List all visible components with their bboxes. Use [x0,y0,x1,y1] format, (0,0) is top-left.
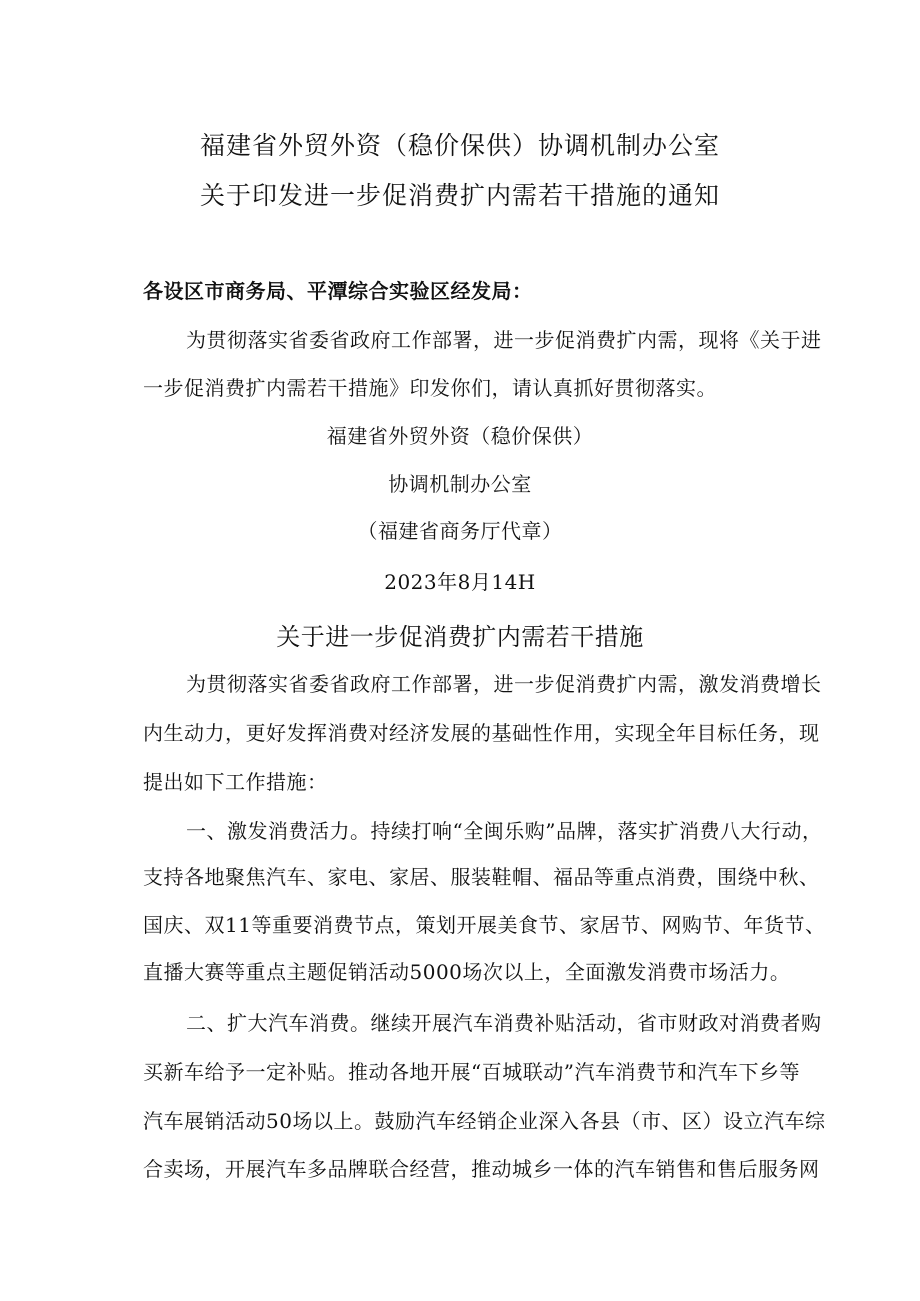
preamble-line-3: 提出如下工作措施： [143,770,328,794]
measure-2-line-3: 汽车展销活动50场以上。鼓励汽车经销企业深入各县（市、区）设立汽车综 [143,1109,826,1133]
preamble-line-2: 内生动力，更好发挥消费对经济发展的基础性作用，实现全年目标任务，现 [143,721,820,745]
signature-line-2: 协调机制办公室 [388,472,532,496]
title-line-2: 关于印发进一步促消费扩内需若干措施的通知 [199,181,720,210]
title-line-1: 福建省外贸外资（稳价保供）协调机制办公室 [199,131,720,160]
measure-1-line-3: 国庆、双11等重要消费节点，策划开展美食节、家居节、网购节、年货节、 [143,913,826,937]
signature-date: 2023年8月14H [384,570,536,594]
intro-line-1: 为贯彻落实省委省政府工作部署，进一步促消费扩内需，现将《关于进 [186,328,822,352]
measure-2-line-4: 合卖场，开展汽车多品牌联合经营，推动城乡一体的汽车销售和售后服务网 [143,1157,820,1181]
preamble-line-1: 为贯彻落实省委省政府工作部署，进一步促消费扩内需，激发消费增长 [186,672,822,696]
measure-1-line-2: 支持各地聚焦汽车、家电、家居、服装鞋帽、福品等重点消费，围绕中秋、 [143,865,820,889]
measure-2-line-1: 二、扩大汽车消费。继续开展汽车消费补贴活动，省市财政对消费者购 [186,1011,822,1035]
measure-1-line-1: 一、激发消费活力。持续打响“全闽乐购”品牌，落实扩消费八大行动， [186,819,823,843]
measure-2-line-2: 买新车给予一定补贴。推动各地开展“百城联动”汽车消费节和汽车下乡等 [143,1060,800,1084]
measure-1-line-4: 直播大赛等重点主题促销活动5000场次以上，全面激发消费市场活力。 [143,960,791,984]
signature-line-3: （福建省商务厅代章） [357,519,563,543]
salutation: 各设区市商务局、平潭综合实验区经发局： [143,279,533,303]
intro-line-2: 一步促消费扩内需若干措施》印发你们，请认真抓好贯彻落实。 [143,376,717,400]
signature-line-1: 福建省外贸外资（稳价保供） [326,424,594,448]
measures-title: 关于进一步促消费扩内需若干措施 [276,623,644,651]
